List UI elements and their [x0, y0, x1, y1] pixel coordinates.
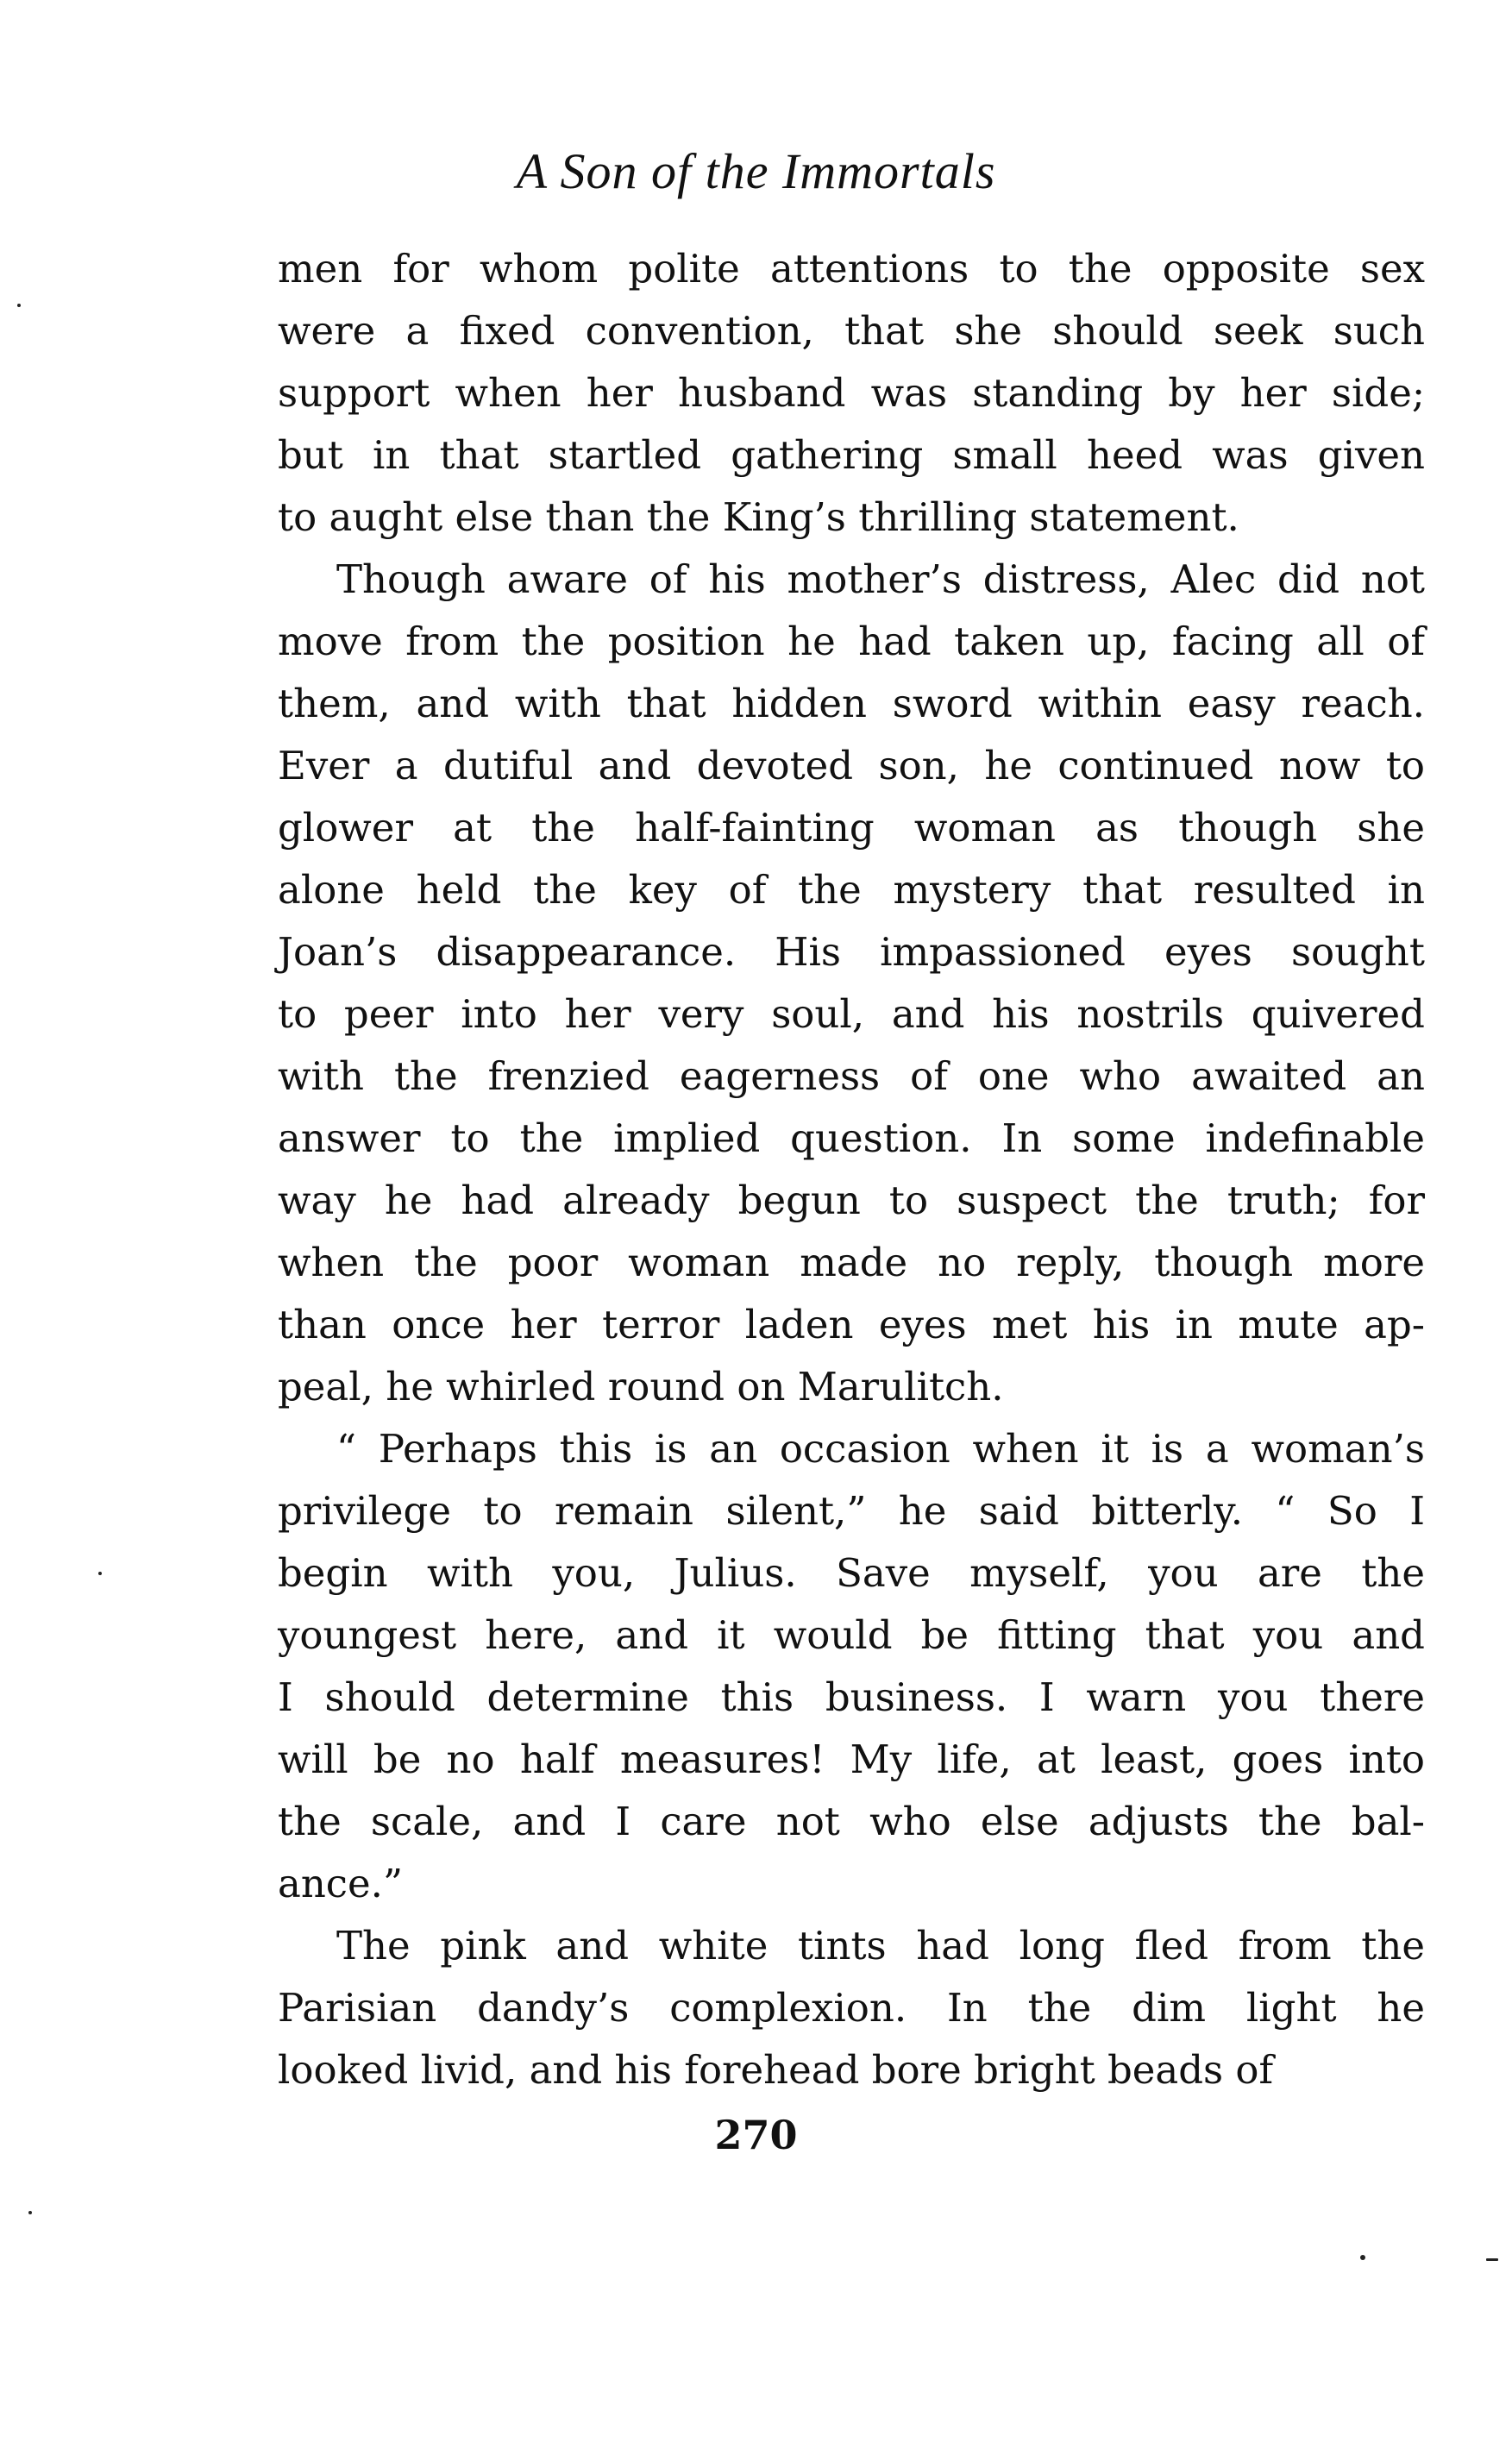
scan-speck	[17, 304, 21, 307]
text-line: will be no half measures! My life, at least, goes into	[278, 1736, 1425, 1782]
running-head: A Son of the Immortals	[516, 143, 996, 199]
text-line: answer to the implied question. In some indefinable	[278, 1115, 1425, 1161]
text-line: move from the position he had taken up, facing all of	[278, 619, 1425, 664]
text-line: Though aware of his mother’s distress, Alec did not	[336, 556, 1425, 602]
scan-speck	[98, 1572, 102, 1575]
text-line: but in that startled gathering small heed was given	[278, 432, 1425, 478]
page-number: 270	[714, 2112, 798, 2158]
text-line: I should determine this business. I warn you there	[278, 1674, 1425, 1720]
text-line: with the frenzied eagerness of one who awaited an	[278, 1053, 1425, 1099]
scan-speck	[28, 2211, 32, 2214]
text-line: Parisian dandy’s complexion. In the dim light he	[278, 1985, 1425, 2031]
scan-speck	[1360, 2255, 1365, 2260]
text-line: alone held the key of the mystery that resulted in	[278, 867, 1425, 913]
paragraph	[278, 549, 1425, 1418]
paragraph	[278, 238, 1425, 549]
text-line: “ Perhaps this is an occasion when it is a woman’s	[336, 1426, 1425, 1472]
text-line: men for whom polite attentions to the opposite sex	[278, 246, 1425, 292]
body-text	[278, 238, 1425, 2101]
text-line: ance.”	[278, 1861, 403, 1906]
text-line: were a fixed convention, that she should seek such	[278, 308, 1425, 354]
text-line: Ever a dutiful and devoted son, he continued now to	[278, 743, 1425, 788]
text-line: youngest here, and it would be fitting that you and	[278, 1612, 1425, 1658]
text-line: looked livid, and his forehead bore bright beads of	[278, 2047, 1274, 2093]
scan-speck	[1486, 2258, 1498, 2261]
text-line: privilege to remain silent,” he said bitterly. “ So I	[278, 1488, 1425, 1534]
text-line: way he had already begun to suspect the truth; for	[278, 1177, 1425, 1223]
text-line: glower at the half-fainting woman as though she	[278, 805, 1425, 851]
text-line: support when her husband was standing by her side;	[278, 370, 1425, 416]
text-line: to peer into her very soul, and his nostrils quivered	[278, 991, 1425, 1037]
text-line: the scale, and I care not who else adjusts the bal-	[278, 1799, 1425, 1844]
paragraph	[278, 1915, 1425, 2101]
text-line: to aught else than the King’s thrilling statement.	[278, 494, 1239, 540]
text-line: Joan’s disappearance. His impassioned eyes sought	[278, 929, 1425, 975]
text-line: when the poor woman made no reply, though more	[278, 1240, 1425, 1285]
text-line: them, and with that hidden sword within easy reach.	[278, 681, 1425, 726]
paragraph	[278, 1418, 1425, 1915]
text-line: begin with you, Julius. Save myself, you are the	[278, 1550, 1425, 1596]
text-line: than once her terror laden eyes met his in mute ap-	[278, 1302, 1425, 1347]
text-line: The pink and white tints had long fled from the	[336, 1923, 1425, 1969]
text-line: peal, he whirled round on Marulitch.	[278, 1364, 1004, 1410]
